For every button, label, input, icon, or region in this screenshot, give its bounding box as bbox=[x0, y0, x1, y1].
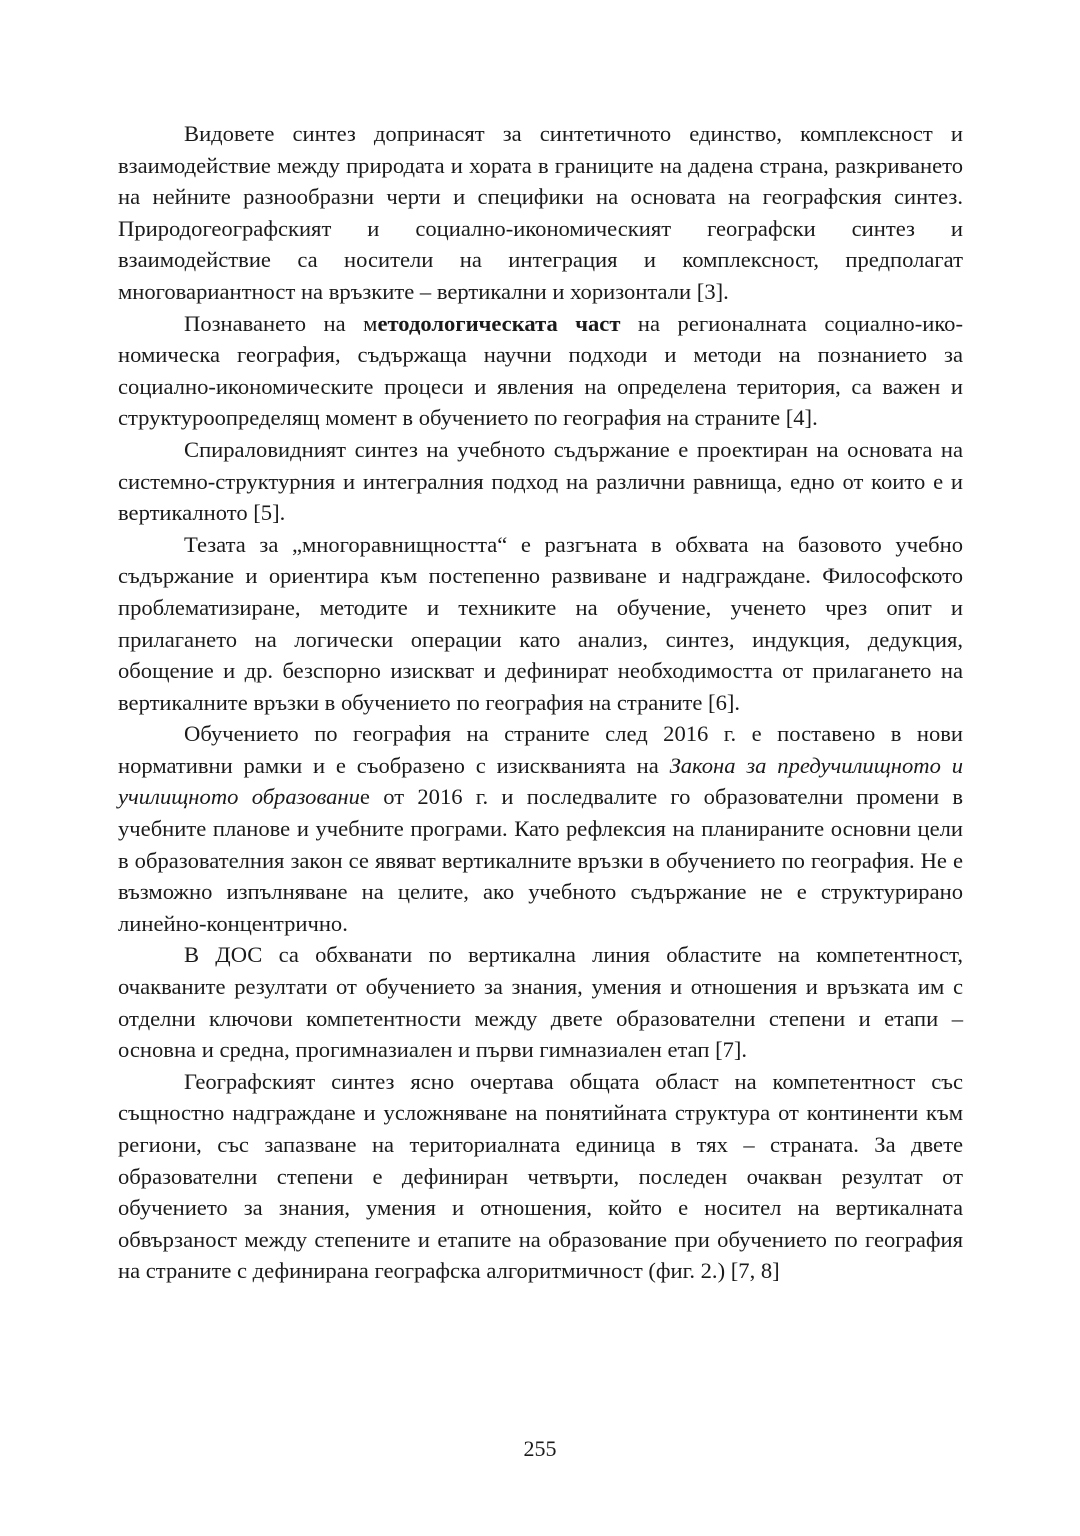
paragraph-5-text-end: е от 2016 г. и последвалите го образователни промени в учебните планове и учебните програми. Като рефлексия на планираните основни цели в образователния закон се явяват вертикалните връзки в обучението по география. Не е възможно изпълняване на целите, ако учебното съдържание не е структурирано линейно-концентрично. bbox=[118, 784, 963, 936]
paragraph-1: Видовете синтез допринасят за синтетичното единство, комплексност и взаимодействие между природата и хората в границите на дадена страна, разкриването на нейните разнообразни черти и специфики на основата на географския синтез. Природогеографският и социално-икономическият географски синтез и взаимодействие са носители на интеграция и комплексност, предполагат многовариантност на връзките – вертикални и хоризонтали [3]. bbox=[118, 121, 963, 304]
paragraph-6: В ДОС са обхванати по вертикална линия областите на компетентност, очакваните резултати от обучението за знания, умения и отношения и връзката им с отделни ключови компетентности между двете образователни степени и етапи – основна и средна, прогимназиален и първи гимназиален етап [7]. bbox=[118, 942, 963, 1063]
paragraph-4: Тезата за „многоравнищността“ е разгъната в обхвата на базовото учебно съдържание и ориентира към постепенно развиване и надграждане. Философското проблематизиране, методите и техниките на обучение, ученето чрез опит и прилагането на логически операции като анализ, синтез, индукция, дедукция, обощение и др. безспорно изискват и дефинират необходимостта от прилагането на вертикалните връзки в обучението по география на страните [6]. bbox=[118, 531, 963, 715]
paragraph-5-text-start: Обучението по география на страните след 2016 г. е поставено в нови нормативни рамки и е съобразено с изискванията на bbox=[118, 721, 963, 778]
page-number: 255 bbox=[523, 1436, 557, 1461]
paragraph-2-text-start: Познаването на м bbox=[184, 310, 378, 336]
paragraph-2-bold-term: етодологическата част bbox=[377, 310, 621, 336]
paragraph-5-law-title: Закона за предучилищното и училищното образовани bbox=[118, 752, 963, 810]
paragraph-2-text-end: на регионалната социално-икономическа география, съдържаща научни подходи и методи на познанието за социално-икономическите процеси и явления на определена територия, са важен и структуроопределящ момент в обучението по география на страните [4]. bbox=[118, 310, 963, 431]
paragraph-3: Спираловидният синтез на учебното съдържание е проектиран на основата на системно-структурния и интегралния подход на различни равнища, едно от които е и вертикалното [5]. bbox=[118, 436, 963, 526]
document-body bbox=[118, 118, 963, 1287]
paragraph-7: Географският синтез ясно очертава общата област на компетентност със същностно надграждане и усложняване на понятийната структура от континенти към региони, със запазване на териториалната единица в тях – страната. За двете образователни степени е дефиниран четвърти, последен очакван резултат от обучението за знания, умения и отношения, който е носител на вертикалната обвързаност между степените и етапите на образование при обучението по география на страните с дефинирана географска алгоритмичност (фиг. 2.) [7, 8] bbox=[118, 1068, 963, 1284]
paragraph-5 bbox=[118, 718, 963, 939]
paragraph-2 bbox=[118, 308, 963, 434]
